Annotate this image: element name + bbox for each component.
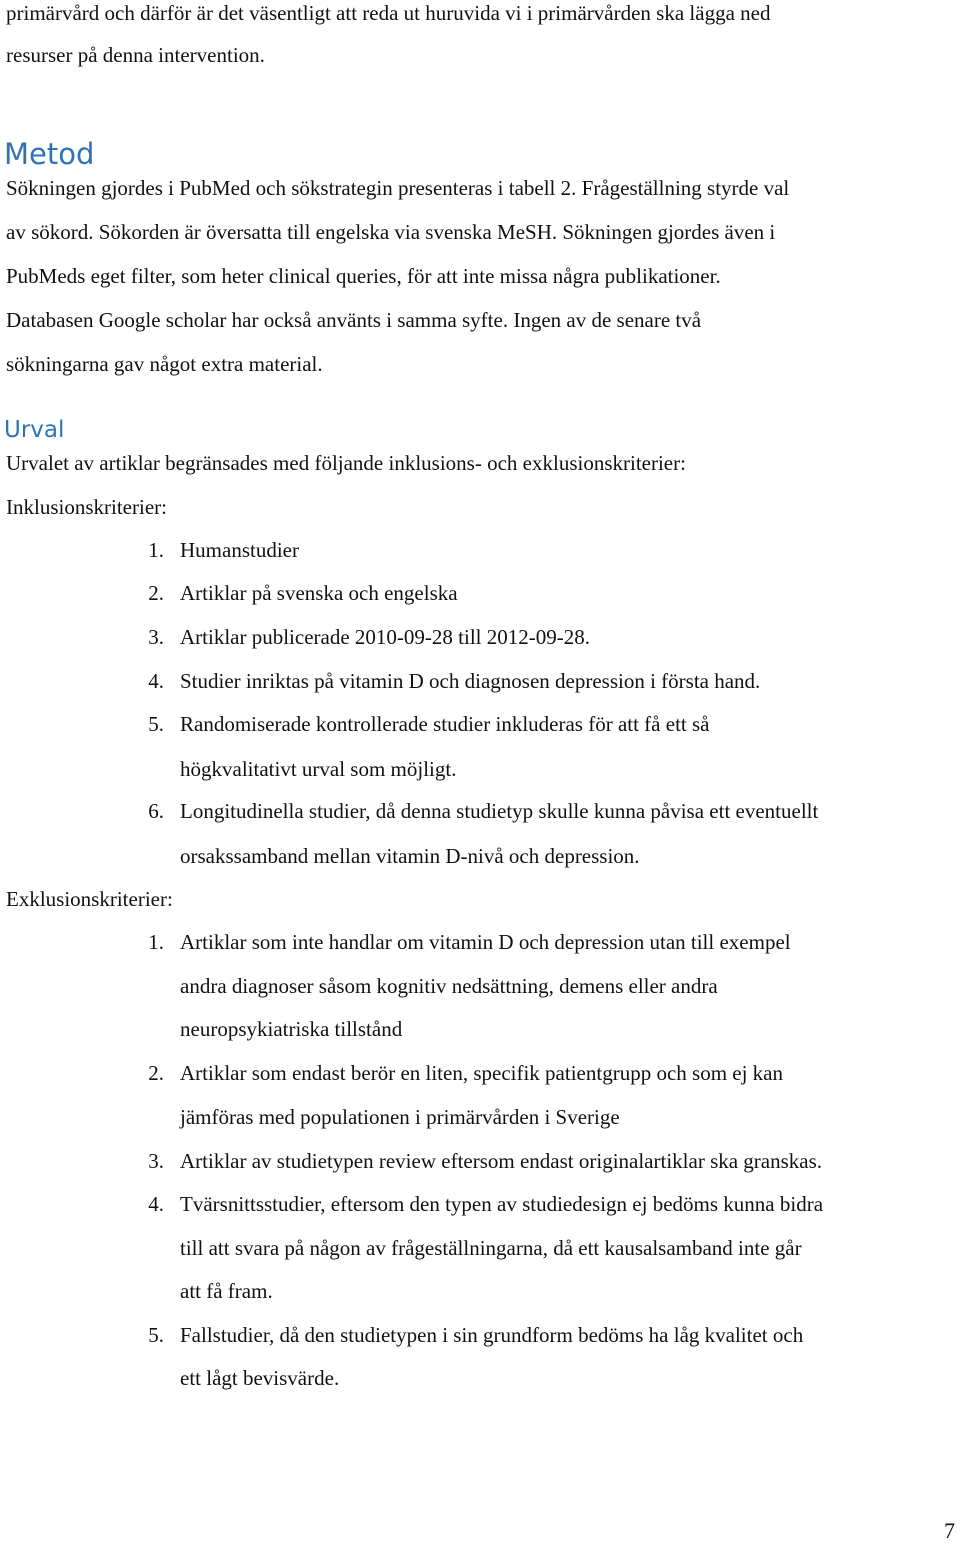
exclusion-item-1-text-cont-1: andra diagnoser såsom kognitiv nedsättning, demens eller andra	[180, 974, 718, 998]
inclusion-item-2-text: Artiklar på svenska och engelska	[180, 581, 458, 605]
metod-line-3: PubMeds eget filter, som heter clinical queries, för att inte missa några publikationer.	[6, 264, 721, 288]
exclusion-item-4-text-cont-2: att få fram.	[180, 1279, 273, 1303]
inclusion-item-4-number: 4.	[148, 669, 164, 693]
inclusion-item-3-text: Artiklar publicerade 2010-09-28 till 2012-09-28.	[180, 625, 590, 649]
metod-line-1: Sökningen gjordes i PubMed och sökstrategin presenteras i tabell 2. Frågeställning styrde val	[6, 176, 790, 200]
exclusion-item-2-number: 2.	[148, 1061, 164, 1085]
metod-line-2: av sökord. Sökorden är översatta till engelska via svenska MeSH. Sökningen gjordes även i	[6, 220, 776, 244]
inclusion-item-1-number: 1.	[148, 538, 164, 562]
inclusion-item-5-text-cont: högkvalitativt urval som möjligt.	[180, 757, 457, 781]
intro-line-1: primärvård och därför är det väsentligt att reda ut huruvida vi i primärvården ska lägga ned	[6, 1, 771, 25]
exclusion-item-4-text: Tvärsnittsstudier, eftersom den typen av studiedesign ej bedöms kunna bidra	[180, 1192, 824, 1216]
exclusion-label: Exklusionskriterier:	[6, 887, 173, 911]
inclusion-item-1-text: Humanstudier	[180, 538, 299, 562]
section-heading-urval: Urval	[4, 417, 65, 443]
inclusion-label: Inklusionskriterier:	[6, 495, 167, 519]
exclusion-item-1-text-cont-2: neuropsykiatriska tillstånd	[180, 1017, 403, 1041]
urval-intro: Urvalet av artiklar begränsades med följande inklusions- och exklusionskriterier:	[6, 451, 686, 475]
inclusion-item-2-number: 2.	[148, 581, 164, 605]
inclusion-item-5-text: Randomiserade kontrollerade studier inkluderas för att få ett så	[180, 712, 710, 736]
intro-line-2: resurser på denna intervention.	[6, 43, 265, 67]
exclusion-item-5-text: Fallstudier, då den studietypen i sin grundform bedöms ha låg kvalitet och	[180, 1323, 804, 1347]
inclusion-item-6-text: Longitudinella studier, då denna studietyp skulle kunna påvisa ett eventuellt	[180, 799, 819, 823]
exclusion-item-3-text: Artiklar av studietypen review eftersom endast originalartiklar ska granskas.	[180, 1149, 823, 1173]
exclusion-item-3-number: 3.	[148, 1149, 164, 1173]
metod-line-5: sökningarna gav något extra material.	[6, 352, 323, 376]
inclusion-item-5-number: 5.	[148, 712, 164, 736]
exclusion-item-1-number: 1.	[148, 930, 164, 954]
inclusion-item-3-number: 3.	[148, 625, 164, 649]
exclusion-item-4-number: 4.	[148, 1192, 164, 1216]
inclusion-item-6-number: 6.	[148, 799, 164, 823]
exclusion-item-2-text-cont: jämföras med populationen i primärvården i Sverige	[180, 1105, 620, 1129]
exclusion-item-2-text: Artiklar som endast berör en liten, specifik patientgrupp och som ej kan	[180, 1061, 784, 1085]
exclusion-item-1-text: Artiklar som inte handlar om vitamin D och depression utan till exempel	[180, 930, 791, 954]
inclusion-item-6-text-cont: orsakssamband mellan vitamin D-nivå och depression.	[180, 844, 640, 868]
inclusion-item-4-text: Studier inriktas på vitamin D och diagnosen depression i första hand.	[180, 669, 761, 693]
metod-line-4: Databasen Google scholar har också använts i samma syfte. Ingen av de senare två	[6, 308, 702, 332]
page-number: 7	[944, 1518, 955, 1543]
exclusion-item-5-text-cont: ett lågt bevisvärde.	[180, 1366, 340, 1390]
exclusion-item-5-number: 5.	[148, 1323, 164, 1347]
exclusion-item-4-text-cont-1: till att svara på någon av frågeställningarna, då ett kausalsamband inte går	[180, 1236, 802, 1260]
section-heading-metod: Metod	[4, 137, 95, 171]
